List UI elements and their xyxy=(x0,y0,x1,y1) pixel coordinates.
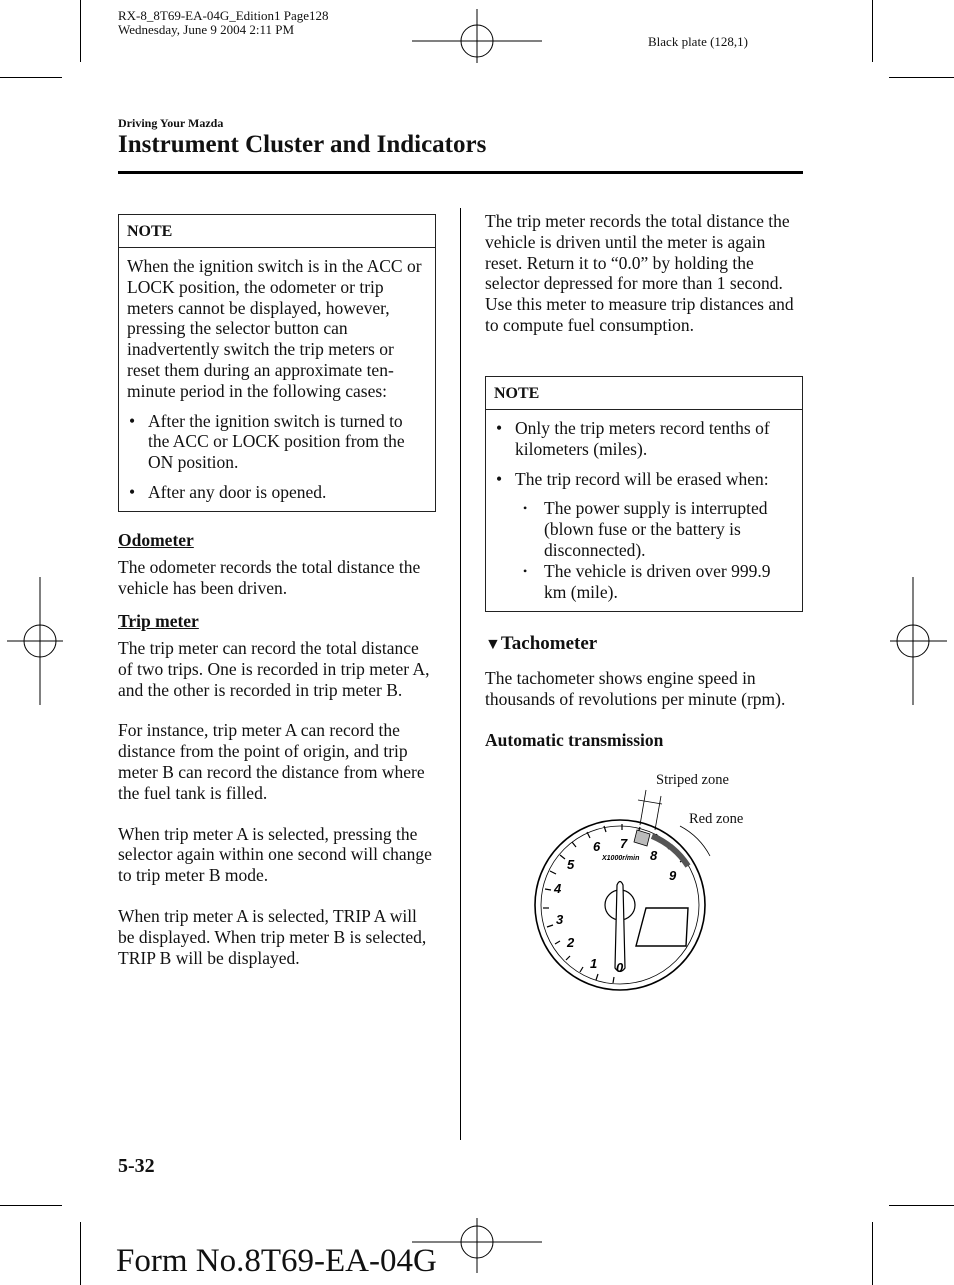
column-divider xyxy=(460,208,461,1140)
note-bullet: • After any door is opened. xyxy=(127,482,427,503)
tach-number: 7 xyxy=(620,836,628,851)
note-bullet: • Only the trip meters record tenths of kilometers (miles). xyxy=(494,418,794,460)
odometer-section xyxy=(118,530,434,599)
trip-meter-heading: Trip meter xyxy=(118,611,199,631)
automatic-transmission-label: Automatic transmission xyxy=(485,730,664,750)
page-number: 5-32 xyxy=(118,1155,155,1177)
note-sub-bullet: • The vehicle is driven over 999.9 km (mile). xyxy=(494,561,794,603)
red-zone-label: Red zone xyxy=(689,811,744,827)
tach-number: 8 xyxy=(650,848,658,863)
title-rule xyxy=(118,171,803,174)
note-heading: NOTE xyxy=(119,215,435,248)
trip-intro: The trip meter records the total distance the vehicle is driven until the meter is again reset. Return it to “0.0” by holding the selector depressed for more than 1 second. Use this meter to measure trip distances and to compute fuel consumption. xyxy=(485,211,794,335)
note-sub-bullet: • The power supply is interrupted (blown fuse or the battery is disconnected). xyxy=(494,498,794,560)
tach-number: 0 xyxy=(616,960,624,975)
note-box-right xyxy=(485,376,803,612)
odometer-text: The odometer records the total distance the vehicle has been driven. xyxy=(118,557,421,598)
trip-paragraph: For instance, trip meter A can record the distance from the point of origin, and trip meter B can record the distance from where the fuel tank is filled. xyxy=(118,720,425,803)
page-title: Instrument Cluster and Indicators xyxy=(118,131,487,158)
tach-number: 3 xyxy=(556,912,564,927)
tach-number: 5 xyxy=(567,857,575,872)
breadcrumb: Driving Your Mazda xyxy=(118,116,224,130)
form-number: Form No.8T69-EA-04G xyxy=(116,1243,437,1279)
odometer-heading: Odometer xyxy=(118,530,194,550)
tach-number: 2 xyxy=(567,935,575,950)
note-heading: NOTE xyxy=(486,377,802,410)
tach-number: 1 xyxy=(590,956,598,971)
tach-number: 9 xyxy=(669,868,677,883)
plate-label: Black plate (128,1) xyxy=(648,34,748,49)
note-box-left xyxy=(118,214,436,512)
tach-unit-label: X1000r/min xyxy=(602,855,640,862)
triangle-marker-icon: ▼ xyxy=(485,636,501,653)
tachometer-illustration xyxy=(520,785,760,1000)
note-bullet: • The trip record will be erased when: xyxy=(494,469,794,490)
file-date: Wednesday, June 9 2004 2:11 PM xyxy=(118,22,295,37)
tach-number: 4 xyxy=(554,881,562,896)
tachometer-title: Tachometer xyxy=(500,633,598,654)
note-text: When the ignition switch is in the ACC or LOCK position, the odometer or trip meters cannot be displayed, however, pressing the selector button can inadvertently switch the trip meters or reset them during an approximate ten-minute period in the following cases: xyxy=(127,256,422,401)
trip-paragraph: When trip meter A is selected, pressing the selector again within one second will change to trip meter B mode. xyxy=(118,823,432,886)
striped-zone-label: Striped zone xyxy=(656,772,729,788)
trip-paragraph: The trip meter can record the total distance of two trips. One is recorded in trip meter A, and the other is recorded in trip meter B. xyxy=(118,638,430,700)
tachometer-heading xyxy=(485,633,597,655)
tach-number: 6 xyxy=(593,839,601,854)
tachometer-text: The tachometer shows engine speed in thousands of revolutions per minute (rpm). xyxy=(485,668,786,709)
note-bullet: • After the ignition switch is turned to the ACC or LOCK position from the ON position. xyxy=(127,411,427,473)
file-name: RX-8_8T69-EA-04G_Edition1 Page128 xyxy=(118,8,329,23)
file-info xyxy=(118,9,329,37)
trip-paragraph: When trip meter A is selected, TRIP A will be displayed. When trip meter B is selected, TRIP B will be displayed. xyxy=(118,905,427,968)
trip-meter-section xyxy=(118,611,434,968)
